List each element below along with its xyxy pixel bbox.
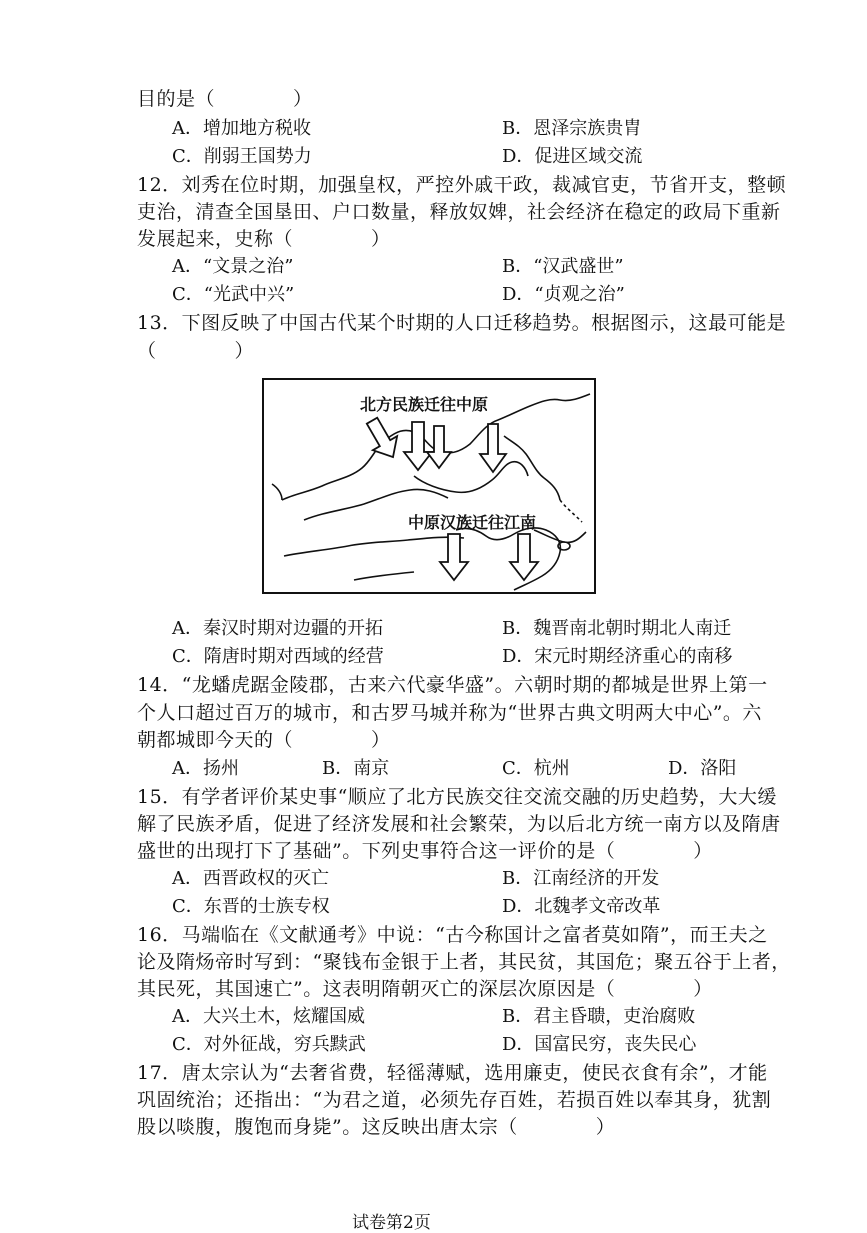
- q12-line-2: 吏治，清查全国垦田、户口数量，释放奴婢，社会经济在稳定的政局下重新: [137, 201, 781, 223]
- q14-option-a[interactable]: A．扬州: [172, 758, 239, 779]
- migration-map: [262, 378, 596, 594]
- q15-line-2: 解了民族矛盾，促进了经济发展和社会繁荣，为以后北方统一南方以及隋唐: [137, 813, 781, 835]
- q12-option-c[interactable]: C．“光武中兴”: [172, 284, 295, 305]
- q16-line-2: 论及隋炀帝时写到：“聚钱布金银于上者，其民贫，其国危；聚五谷于上者，: [137, 951, 791, 973]
- q15-option-a[interactable]: A．西晋政权的灭亡: [172, 868, 329, 889]
- q17-line-2: 巩固统治；还指出：“为君之道，必须先存百姓，若损百姓以奉其身，犹割: [137, 1089, 772, 1111]
- q12-option-d[interactable]: D．“贞观之治”: [502, 284, 625, 305]
- q14-line-1: 14．“龙蟠虎踞金陵郡，古来六代豪华盛”。六朝时期的都城是世界上第一: [137, 674, 768, 696]
- q11-option-c[interactable]: C．削弱王国势力: [172, 146, 312, 167]
- q11-option-b[interactable]: B．恩泽宗族贵胄: [502, 118, 642, 139]
- q13-option-d[interactable]: D．宋元时期经济重心的南移: [502, 646, 733, 667]
- q14-line-3: 朝都城即今天的（ ）: [137, 729, 391, 751]
- q16-option-a[interactable]: A．大兴土木，炫耀国威: [172, 1006, 365, 1027]
- q15-option-d[interactable]: D．北魏孝文帝改革: [502, 896, 661, 917]
- map-label-south: 中原汉族迁往江南: [408, 513, 537, 532]
- q11-option-d[interactable]: D．促进区域交流: [502, 146, 643, 167]
- q14-option-d[interactable]: D．洛阳: [668, 758, 737, 779]
- q13-line-1: 13．下图反映了中国古代某个时期的人口迁移趋势。根据图示，这最可能是: [137, 312, 787, 334]
- q12-option-b[interactable]: B．“汉武盛世”: [502, 256, 624, 277]
- map-label-north: 北方民族迁往中原: [360, 395, 489, 414]
- q13-option-b[interactable]: B．魏晋南北朝时期北人南迁: [502, 618, 732, 639]
- q12-line-3: 发展起来，史称（ ）: [137, 228, 391, 250]
- q15-line-1: 15．有学者评价某史事“顺应了北方民族交往交流交融的历史趋势，大大缓: [137, 786, 777, 808]
- q14-option-c[interactable]: C．杭州: [502, 758, 570, 779]
- q15-line-3: 盛世的出现打下了基础”。下列史事符合这一评价的是（ ）: [137, 840, 713, 862]
- q16-line-3: 其民死，其国速亡”。这表明隋朝灭亡的深层次原因是（ ）: [137, 978, 713, 1000]
- q16-line-1: 16．马端临在《文献通考》中说：“古今称国计之富者莫如隋”，而王夫之: [137, 924, 768, 946]
- q15-option-b[interactable]: B．江南经济的开发: [502, 868, 660, 889]
- q14-line-2: 个人口超过百万的城市，和古罗马城并称为“世界古典文明两大中心”。六: [137, 702, 762, 724]
- q13-line-2: （ ）: [137, 340, 255, 362]
- q16-option-c[interactable]: C．对外征战，穷兵黩武: [172, 1034, 366, 1055]
- q16-option-b[interactable]: B．君主昏聩，吏治腐败: [502, 1006, 696, 1027]
- q14-option-b[interactable]: B．南京: [322, 758, 390, 779]
- q11-tail: 目的是（ ）: [137, 88, 313, 110]
- q17-line-1: 17．唐太宗认为“去奢省费，轻徭薄赋，选用廉吏，使民衣食有余”，才能: [137, 1062, 768, 1084]
- q15-option-c[interactable]: C．东晋的士族专权: [172, 896, 330, 917]
- q13-option-a[interactable]: A．秦汉时期对边疆的开拓: [172, 618, 383, 639]
- q12-line-1: 12．刘秀在位时期，加强皇权，严控外戚干政，裁减官吏，节省开支，整顿: [137, 174, 787, 196]
- q11-option-a[interactable]: A．增加地方税收: [172, 118, 311, 139]
- q13-option-c[interactable]: C．隋唐时期对西域的经营: [172, 646, 384, 667]
- page-footer: 试卷第2页: [352, 1213, 431, 1233]
- q16-option-d[interactable]: D．国富民穷，丧失民心: [502, 1034, 697, 1055]
- q17-line-3: 股以啖腹，腹饱而身毙”。这反映出唐太宗（ ）: [137, 1116, 616, 1138]
- q12-option-a[interactable]: A．“文景之治”: [172, 256, 294, 277]
